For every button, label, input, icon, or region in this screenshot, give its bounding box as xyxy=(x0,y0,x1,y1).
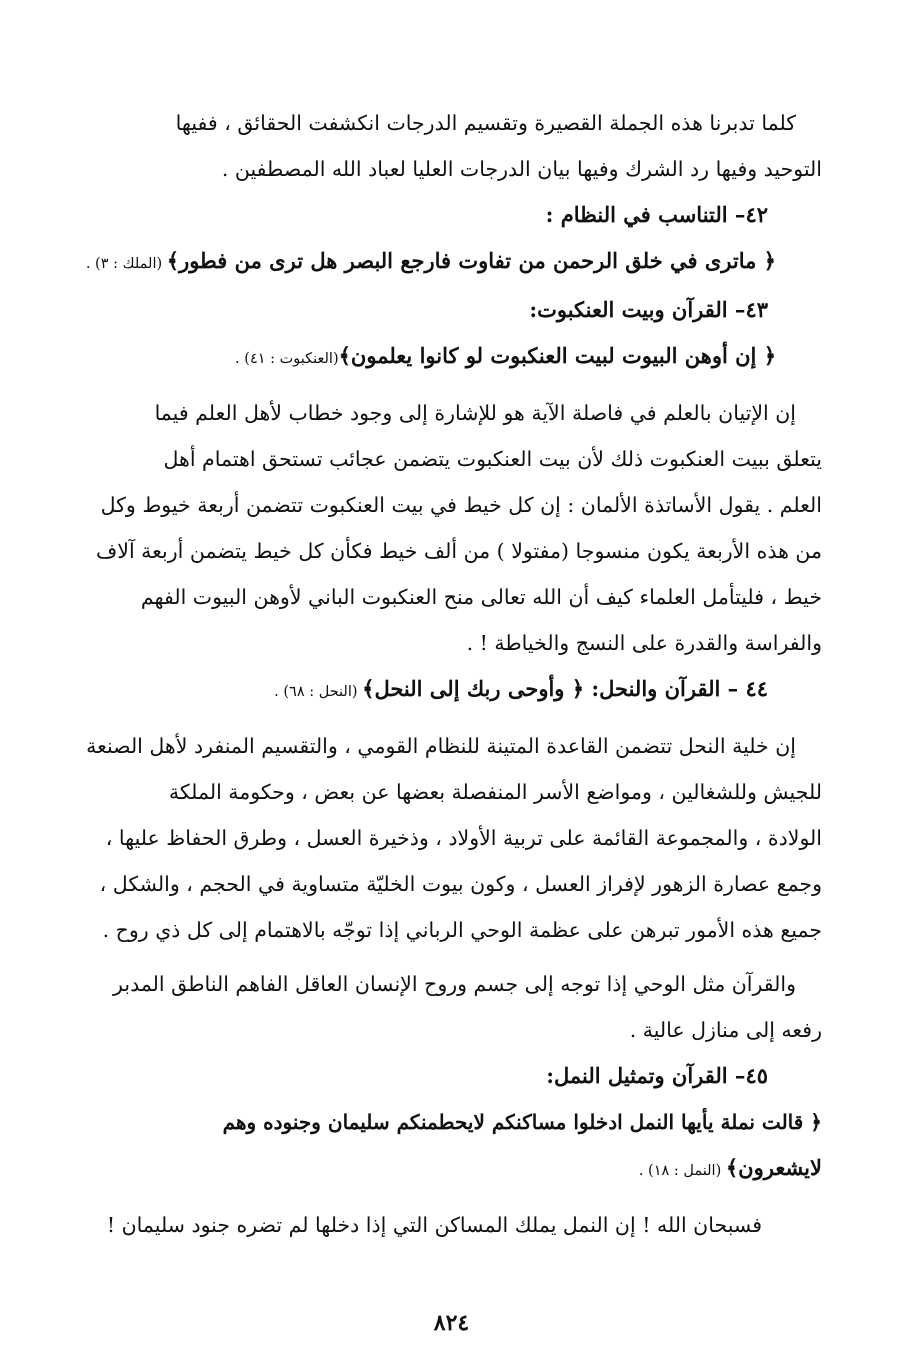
section-44-quote: ﴿ وأوحى ربك إلى النحل﴾ xyxy=(362,676,585,701)
section-43-quote: ﴿ إن أوهن البيوت لبيت العنكبوت لو كانوا يعلمون﴾ xyxy=(338,343,776,368)
section-44-heading-line xyxy=(58,666,822,715)
section-44-body-line-1: إن خلية النحل تتضمن القاعدة المتينة للنظام القومي ، والتقسيم المنفرد لأهل الصنعة xyxy=(86,734,796,758)
section-43-body-line-5: خيط ، فليتأمل العلماء كيف أن الله تعالى منح العنكبوت الباني لأوهن البيوت الفهم xyxy=(140,585,822,609)
paragraph-1-line-2: التوحيد وفيها رد الشرك وفيها بيان الدرجات العليا لعباد الله المصطفين . xyxy=(221,157,822,181)
section-45-ref: (النمل : ١٨) . xyxy=(638,1163,726,1179)
section-44-heading: ٤٤ – القرآن والنحل: xyxy=(584,676,768,701)
section-43-body-line-1: إن الإتيان بالعلم في فاصلة الآية هو للإشارة إلى وجود خطاب لأهل العلم فيما xyxy=(154,401,796,425)
section-45-heading: ٤٥– القرآن وتمثيل النمل: xyxy=(546,1063,768,1088)
section-44-body-line-2: للجيش وللشغالين ، ومواضع الأسر المنفصلة بعضها عن بعض ، وحكومة الملكة xyxy=(168,780,822,804)
section-44-body-line-3: الولادة ، والمجموعة القائمة على تربية الأولاد ، وذخيرة العسل ، وطرق الحفاظ عليها ، xyxy=(105,826,822,850)
section-43-heading: ٤٣– القرآن وبيت العنكبوت: xyxy=(529,297,768,322)
section-44-body2-line-2: رفعه إلى منازل عالية . xyxy=(629,1018,822,1042)
page-number: ٨٢٤ xyxy=(433,1310,470,1336)
section-43-body-line-3: العلم . يقول الأساتذة الألمان : إن كل خيط في بيت العنكبوت تتضمن أربعة خيوط وكل xyxy=(100,493,822,517)
section-43-body-line-6: والفراسة والقدرة على النسج والخياطة ! . xyxy=(466,631,822,655)
section-44-body-line-5: جميع هذه الأمور تبرهن على عظمة الوحي الرباني إذا توجّه بالاهتمام إلى كل ذي روح . xyxy=(102,918,822,942)
section-43-quote-line xyxy=(58,333,822,382)
section-44-body2-line-1: والقرآن مثل الوحي إذا توجه إلى جسم وروح الإنسان العاقل الفاهم الناطق المدبر xyxy=(113,972,796,996)
section-43-ref: (العنكبوت : ٤١) . xyxy=(235,351,339,367)
section-43-body-line-4: من هذه الأربعة يكون منسوجا (مفتولا ) من ألف خيط فكأن كل خيط يتضمن أربعة آلاف xyxy=(96,539,822,563)
section-45-quote-line-1: ﴿ قالت نملة يأيها النمل ادخلوا مساكنكم لايحطمنكم سليمان وجنوده وهم xyxy=(222,1110,822,1134)
section-42-heading: ٤٢– التناسب في النظام : xyxy=(545,202,768,227)
section-45-quote-end: لايشعرون﴾ xyxy=(725,1155,822,1180)
section-44-body-line-4: وجمع عصارة الزهور لإفراز العسل ، وكون بيوت الخليّة متساوية في الحجم ، والشكل ، xyxy=(99,872,822,896)
section-44-body-2 xyxy=(58,961,822,1053)
section-44-body xyxy=(58,723,822,953)
section-43-body-line-2: يتعلق ببيت العنكبوت ذلك لأن بيت العنكبوت يتضمن عجائب تستحق اهتمام أهل xyxy=(163,447,822,471)
section-43-body xyxy=(58,390,822,666)
section-42-quote-line xyxy=(58,238,822,287)
paragraph-1-line-1: كلما تدبرنا هذه الجملة القصيرة وتقسيم الدرجات انكشفت الحقائق ، ففيها xyxy=(175,111,796,135)
section-42-ref: (الملك : ٣) . xyxy=(85,256,167,272)
section-44-ref: (النحل : ٦٨) . xyxy=(274,684,363,700)
section-45-quote-line-2 xyxy=(58,1145,822,1194)
section-45-body: فسبحان الله ! إن النمل يملك المساكن التي إذا دخلها لم تضره جنود سليمان ! xyxy=(106,1213,762,1237)
book-page xyxy=(58,100,822,1248)
paragraph-1 xyxy=(58,100,822,192)
section-42-quote: ﴿ ماترى في خلق الرحمن من تفاوت فارجع البصر هل ترى من فطور﴾ xyxy=(166,248,776,273)
